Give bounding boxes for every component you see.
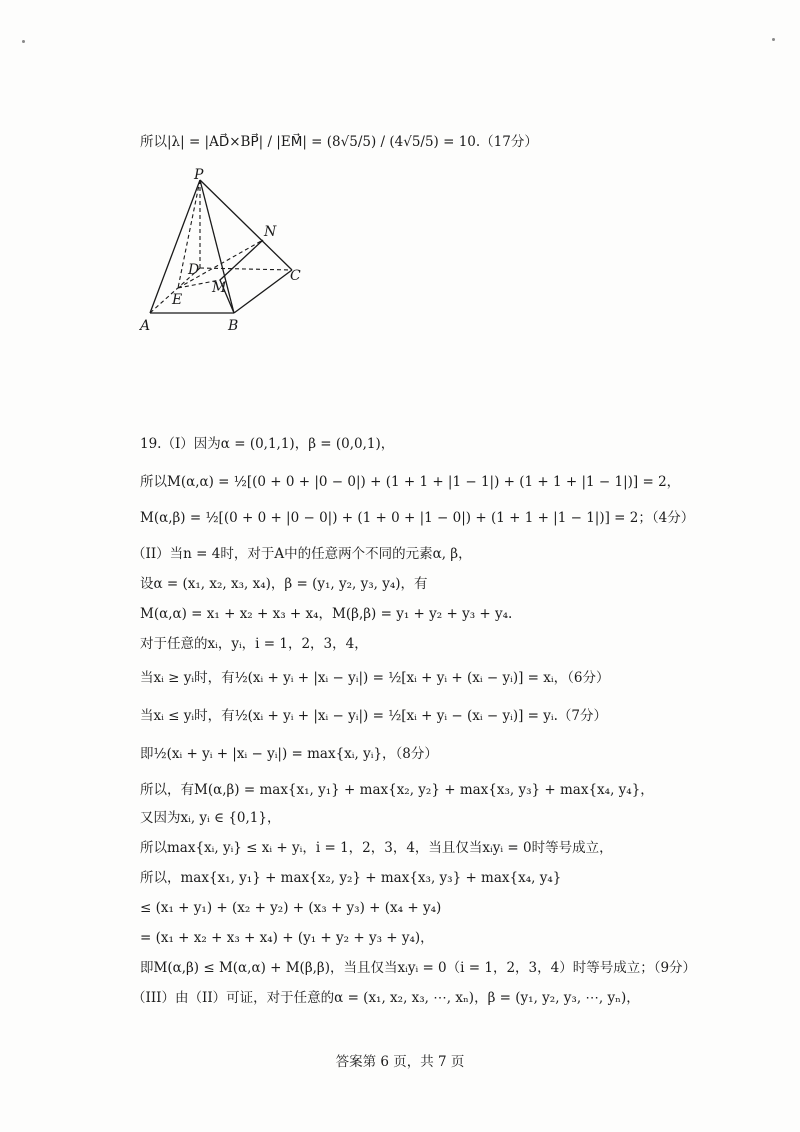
- page-footer: 答案第 6 页，共 7 页: [335, 1054, 465, 1070]
- q19-line-8: 当xᵢ ≥ yᵢ时，有½(xᵢ + yᵢ + |xᵢ − yᵢ|) = ½[xᵢ + yᵢ + (xᵢ − yᵢ)] = xᵢ，（6分）: [140, 670, 610, 686]
- edge-BC: [234, 270, 292, 313]
- q19-line-14: 所以，max{x₁, y₁} + max{x₂, y₂} + max{x₃, y₃} + max{x₄, y₄}: [140, 870, 562, 886]
- label-E: E: [172, 292, 183, 308]
- scan-speck: [772, 38, 775, 41]
- q19-line-9: 当xᵢ ≤ yᵢ时，有½(xᵢ + yᵢ + |xᵢ − yᵢ|) = ½[xᵢ + yᵢ − (xᵢ − yᵢ)] = yᵢ.（7分）: [140, 708, 607, 724]
- conclusion-line: 所以|λ| = |AD⃗×BP⃗| / |EM⃗| = (8√5/5) / (4√5/5) = 10.（17分）: [140, 134, 538, 150]
- q19-line-18: （III）由（II）可证，对于任意的α = (x₁, x₂, x₃, ⋯, xₙ)，β = (y₁, y₂, y₃, ⋯, yₙ)，: [132, 990, 640, 1006]
- label-P: P: [194, 168, 204, 183]
- label-D: D: [188, 262, 200, 278]
- q19-line-5: 设α = (x₁, x₂, x₃, x₄)，β = (y₁, y₂, y₃, y₄)，有: [140, 576, 428, 592]
- label-C: C: [290, 268, 301, 284]
- q19-line-17: 即M(α,β) ≤ M(α,α) + M(β,β)，当且仅当xᵢyᵢ = 0（i = 1，2，3，4）时等号成立；（9分）: [140, 960, 697, 976]
- q19-line-11: 所以，有M(α,β) = max{x₁, y₁} + max{x₂, y₂} + max{x₃, y₃} + max{x₄, y₄}，: [140, 782, 654, 798]
- segment-MN: [220, 240, 263, 280]
- q19-line-1: 19.（I）因为α = (0,1,1)，β = (0,0,1)，: [140, 436, 395, 452]
- q19-line-3: M(α,β) = ½[(0 + 0 + |0 − 0|) + (1 + 0 + |1 − 0|) + (1 + 1 + |1 − 1|)] = 2；（4分）: [140, 510, 695, 526]
- q19-line-4: （II）当n = 4时，对于A中的任意两个不同的元素α, β，: [132, 546, 472, 562]
- pyramid-figure: [130, 168, 320, 338]
- q19-line-7: 对于任意的xᵢ，yᵢ，i = 1，2，3，4，: [140, 636, 368, 652]
- scan-speck: [22, 40, 25, 43]
- q19-line-13: 所以max{xᵢ, yᵢ} ≤ xᵢ + yᵢ，i = 1，2，3，4，当且仅当xᵢyᵢ = 0时等号成立，: [140, 840, 613, 856]
- label-N: N: [264, 224, 277, 240]
- q19-line-6: M(α,α) = x₁ + x₂ + x₃ + x₄，M(β,β) = y₁ + y₂ + y₃ + y₄.: [140, 606, 513, 622]
- q19-line-2: 所以M(α,α) = ½[(0 + 0 + |0 − 0|) + (1 + 1 + |1 − 1|) + (1 + 1 + |1 − 1|)] = 2，: [140, 474, 681, 490]
- q19-line-10: 即½(xᵢ + yᵢ + |xᵢ − yᵢ|) = max{xᵢ, yᵢ}，（8分）: [140, 746, 438, 762]
- label-M: M: [212, 280, 227, 296]
- label-A: A: [140, 318, 151, 334]
- q19-line-15: ≤ (x₁ + y₁) + (x₂ + y₂) + (x₃ + y₃) + (x₄ + y₄): [140, 900, 442, 916]
- q19-line-16: = (x₁ + x₂ + x₃ + x₄) + (y₁ + y₂ + y₃ + y₄)，: [140, 930, 434, 946]
- edge-DC: [200, 268, 292, 270]
- q19-line-12: 又因为xᵢ, yᵢ ∈ {0,1}，: [140, 810, 281, 826]
- label-B: B: [228, 318, 239, 334]
